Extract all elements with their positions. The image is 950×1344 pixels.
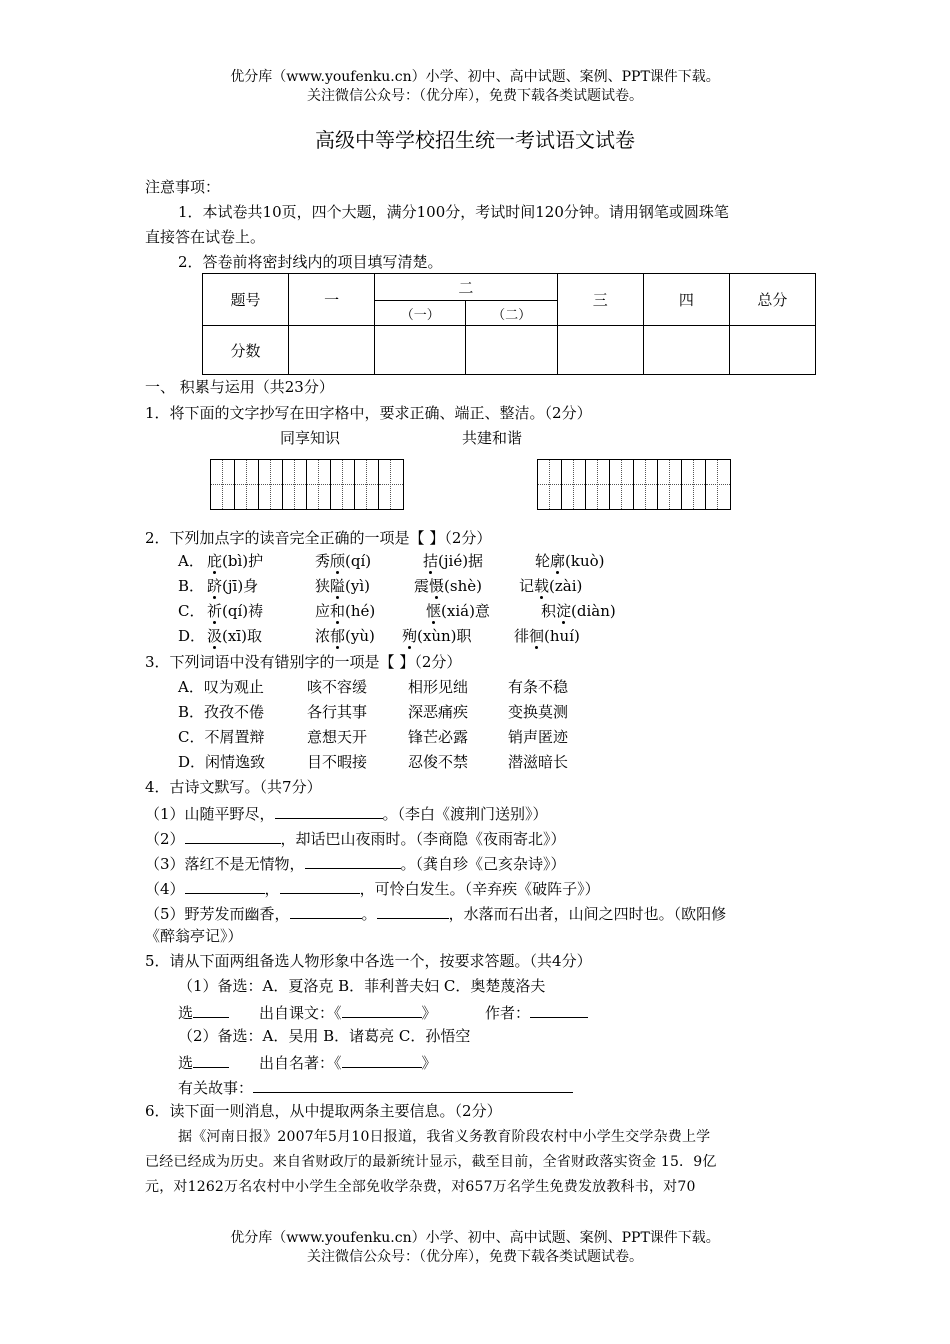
blank-input[interactable] [275, 802, 383, 819]
tianzige-grid-1[interactable] [210, 459, 404, 510]
q3-a-1: A．叹为观止 [178, 678, 264, 696]
q2-option-a-label: A． [178, 552, 204, 570]
score-col-2: 二 [375, 274, 558, 301]
q3-stem: 3．下列词语中没有错别字的一项是【 】（2分） [145, 653, 462, 671]
q2-stem: 2．下列加点字的读音完全正确的一项是【 】（2分） [145, 529, 492, 547]
score-cell[interactable] [375, 326, 466, 375]
q3-c-2: 意想天开 [307, 728, 368, 746]
grid-cell[interactable] [562, 460, 586, 509]
header-line-2: 关注微信公众号：（优分库），免费下载各类试题试卷。 [307, 88, 643, 104]
q2-option-c-label: C． [178, 602, 205, 620]
blank-input[interactable] [253, 1076, 573, 1093]
q5-story: 有关故事： [178, 1076, 573, 1098]
blank-input[interactable] [305, 852, 401, 869]
q6-passage-line-1: 据《河南日报》2007年5月10日报道，我省义务教育阶段农村中小学生交学杂费上学 [178, 1129, 711, 1145]
q2-a-word-2: 秀颀(qí) [315, 552, 372, 570]
q3-b-4: 变换莫测 [508, 703, 569, 721]
score-cell[interactable] [729, 326, 815, 375]
q3-d-3: 忍俊不禁 [408, 753, 469, 771]
q5-group-1-source: 出自课文：《 》 [259, 1001, 437, 1023]
q6-passage-line-3: 元，对1262万名农村中小学生全部免收学杂费，对657万名学生免费发放教科书，对70 [145, 1179, 696, 1195]
score-cell[interactable] [289, 326, 375, 375]
q5-stem: 5．请从下面两组备选人物形象中各选一个，按要求答题。（共4分） [145, 952, 592, 970]
score-col-4: 四 [643, 274, 729, 326]
q3-b-3: 深恶痛疾 [408, 703, 469, 721]
blank-input[interactable] [290, 902, 362, 919]
q4-line-5-cont: 《醉翁亭记》） [145, 927, 243, 945]
blank-input[interactable] [193, 1001, 229, 1018]
q2-c-word-4: 积淀(diàn) [541, 602, 616, 620]
q2-a-word-4: 轮廓(kuò) [535, 552, 605, 570]
score-cell[interactable] [643, 326, 729, 375]
q2-d-word-1: 汲(xī)取 [207, 627, 262, 645]
grid-cell[interactable] [307, 460, 331, 509]
q4-line-2: （2） ，却话巴山夜雨时。（李商隐《夜雨寄北》） [145, 827, 566, 849]
q4-line-1: （1）山随平野尽， 。（李白《渡荆门送别》） [145, 802, 548, 824]
score-cell[interactable] [557, 326, 643, 375]
q1-stem: 1．将下面的文字抄写在田字格中，要求正确、端正、整洁。（2分） [145, 404, 592, 422]
q3-b-1: B．孜孜不倦 [178, 703, 265, 721]
q2-b-word-1: 跻(jī)身 [207, 577, 259, 595]
q3-c-3: 锋芒必露 [408, 728, 469, 746]
q4-line-5: （5）野芳发而幽香， 。 ，水落而石出者，山间之四时也。（欧阳修 [145, 902, 726, 924]
q3-d-2: 目不暇接 [307, 753, 368, 771]
score-col-total: 总分 [729, 274, 815, 326]
q2-c-word-2: 应和(hé) [315, 602, 376, 620]
grid-cell[interactable] [706, 460, 730, 509]
score-table [202, 273, 816, 375]
q2-b-word-2: 狭隘(yì) [315, 577, 371, 595]
score-col-2b: （二） [466, 301, 557, 326]
score-row-label: 分数 [203, 326, 289, 375]
blank-input[interactable] [193, 1051, 229, 1068]
grid-cell[interactable] [379, 460, 403, 509]
grid-cell[interactable] [235, 460, 259, 509]
q2-c-word-1: 祈(qí)祷 [207, 602, 264, 620]
header-line-1: 优分库（www.youfenku.cn）小学、初中、高中试题、案例、PPT课件下载。 [230, 69, 720, 85]
score-col-2a: （一） [375, 301, 466, 326]
q5-group-2-source: 出自名著：《 》 [259, 1051, 437, 1073]
score-col-1: 一 [289, 274, 375, 326]
q2-d-word-4: 徘徊(huí) [514, 627, 580, 645]
q5-group-1: （1）备选：A．夏洛克 B．菲利普夫妇 C．奥楚蔑洛夫 [178, 977, 546, 995]
blank-input[interactable] [185, 877, 265, 894]
section-1-heading: 一、 积累与运用（共23分） [145, 378, 334, 396]
q4-stem: 4．古诗文默写。（共7分） [145, 778, 322, 796]
blank-input[interactable] [185, 827, 281, 844]
notice-item-2: 2．答卷前将密封线内的项目填写清楚。 [178, 253, 443, 271]
page-title: 高级中等学校招生统一考试语文试卷 [315, 128, 635, 152]
q3-c-4: 销声匿迹 [508, 728, 569, 746]
blank-input[interactable] [280, 877, 360, 894]
blank-input[interactable] [377, 902, 449, 919]
q2-option-b-label: B． [178, 577, 205, 595]
grid-cell[interactable] [259, 460, 283, 509]
footer-line-2: 关注微信公众号：（优分库），免费下载各类试题试卷。 [307, 1249, 643, 1265]
grid-cell[interactable] [682, 460, 706, 509]
notice-heading: 注意事项： [145, 178, 221, 196]
q2-a-word-3: 拮(jié)据 [423, 552, 484, 570]
q4-line-4: （4） ， ，可怜白发生。（辛弃疾《破阵子》） [145, 877, 600, 899]
q5-group-2: （2）备选：A．吴用 B．诸葛亮 C．孙悟空 [178, 1027, 471, 1045]
grid-cell[interactable] [610, 460, 634, 509]
q2-b-word-3: 震慑(shè) [414, 577, 482, 595]
q2-b-word-4: 记载(zài) [519, 577, 583, 595]
q4-line-3: （3）落红不是无情物， 。（龚自珍《己亥杂诗》） [145, 852, 566, 874]
score-cell[interactable] [466, 326, 557, 375]
blank-input[interactable] [342, 1001, 422, 1018]
grid-cell[interactable] [283, 460, 307, 509]
grid-cell[interactable] [586, 460, 610, 509]
q3-d-1: D．闲情逸致 [178, 753, 266, 771]
q2-d-word-2: 浓郁(yù) [315, 627, 375, 645]
q1-phrase-2: 共建和谐 [462, 429, 523, 447]
grid-cell[interactable] [658, 460, 682, 509]
q5-group-1-select: 选 [178, 1001, 229, 1023]
blank-input[interactable] [342, 1051, 422, 1068]
q2-a-word-1: 庇(bì)护 [207, 552, 264, 570]
notice-item-1: 1．本试卷共10页，四个大题，满分100分，考试时间120分钟。请用钢笔或圆珠笔 [178, 203, 729, 221]
grid-cell[interactable] [211, 460, 235, 509]
notice-item-1-cont: 直接答在试卷上。 [145, 228, 266, 246]
q3-d-4: 潜滋暗长 [508, 753, 569, 771]
q3-a-2: 咳不容缓 [307, 678, 368, 696]
q6-stem: 6．读下面一则消息，从中提取两条主要信息。（2分） [145, 1102, 502, 1120]
grid-cell[interactable] [538, 460, 562, 509]
q5-group-1-author: 作者： [485, 1001, 588, 1023]
grid-cell[interactable] [634, 460, 658, 509]
score-col-3: 三 [557, 274, 643, 326]
grid-cell[interactable] [355, 460, 379, 509]
q6-passage-line-2: 已经已经成为历史。来自省财政厅的最新统计显示，截至目前，全省财政落实资金 15．9亿 [145, 1154, 717, 1170]
q2-c-word-3: 惬(xiá)意 [426, 602, 490, 620]
q2-option-d-label: D． [178, 627, 206, 645]
q3-a-3: 相形见绌 [408, 678, 469, 696]
q3-a-4: 有条不稳 [508, 678, 569, 696]
q5-group-2-select: 选 [178, 1051, 229, 1073]
q3-c-1: C．不屑置辩 [178, 728, 265, 746]
q3-b-2: 各行其事 [307, 703, 368, 721]
q1-phrase-1: 同享知识 [280, 429, 341, 447]
footer-line-1: 优分库（www.youfenku.cn）小学、初中、高中试题、案例、PPT课件下载。 [230, 1230, 720, 1246]
tianzige-grid-2[interactable] [537, 459, 731, 510]
grid-cell[interactable] [331, 460, 355, 509]
q2-d-word-3: 殉(xùn)职 [402, 627, 472, 645]
score-col-label: 题号 [203, 274, 289, 326]
blank-input[interactable] [530, 1001, 588, 1018]
